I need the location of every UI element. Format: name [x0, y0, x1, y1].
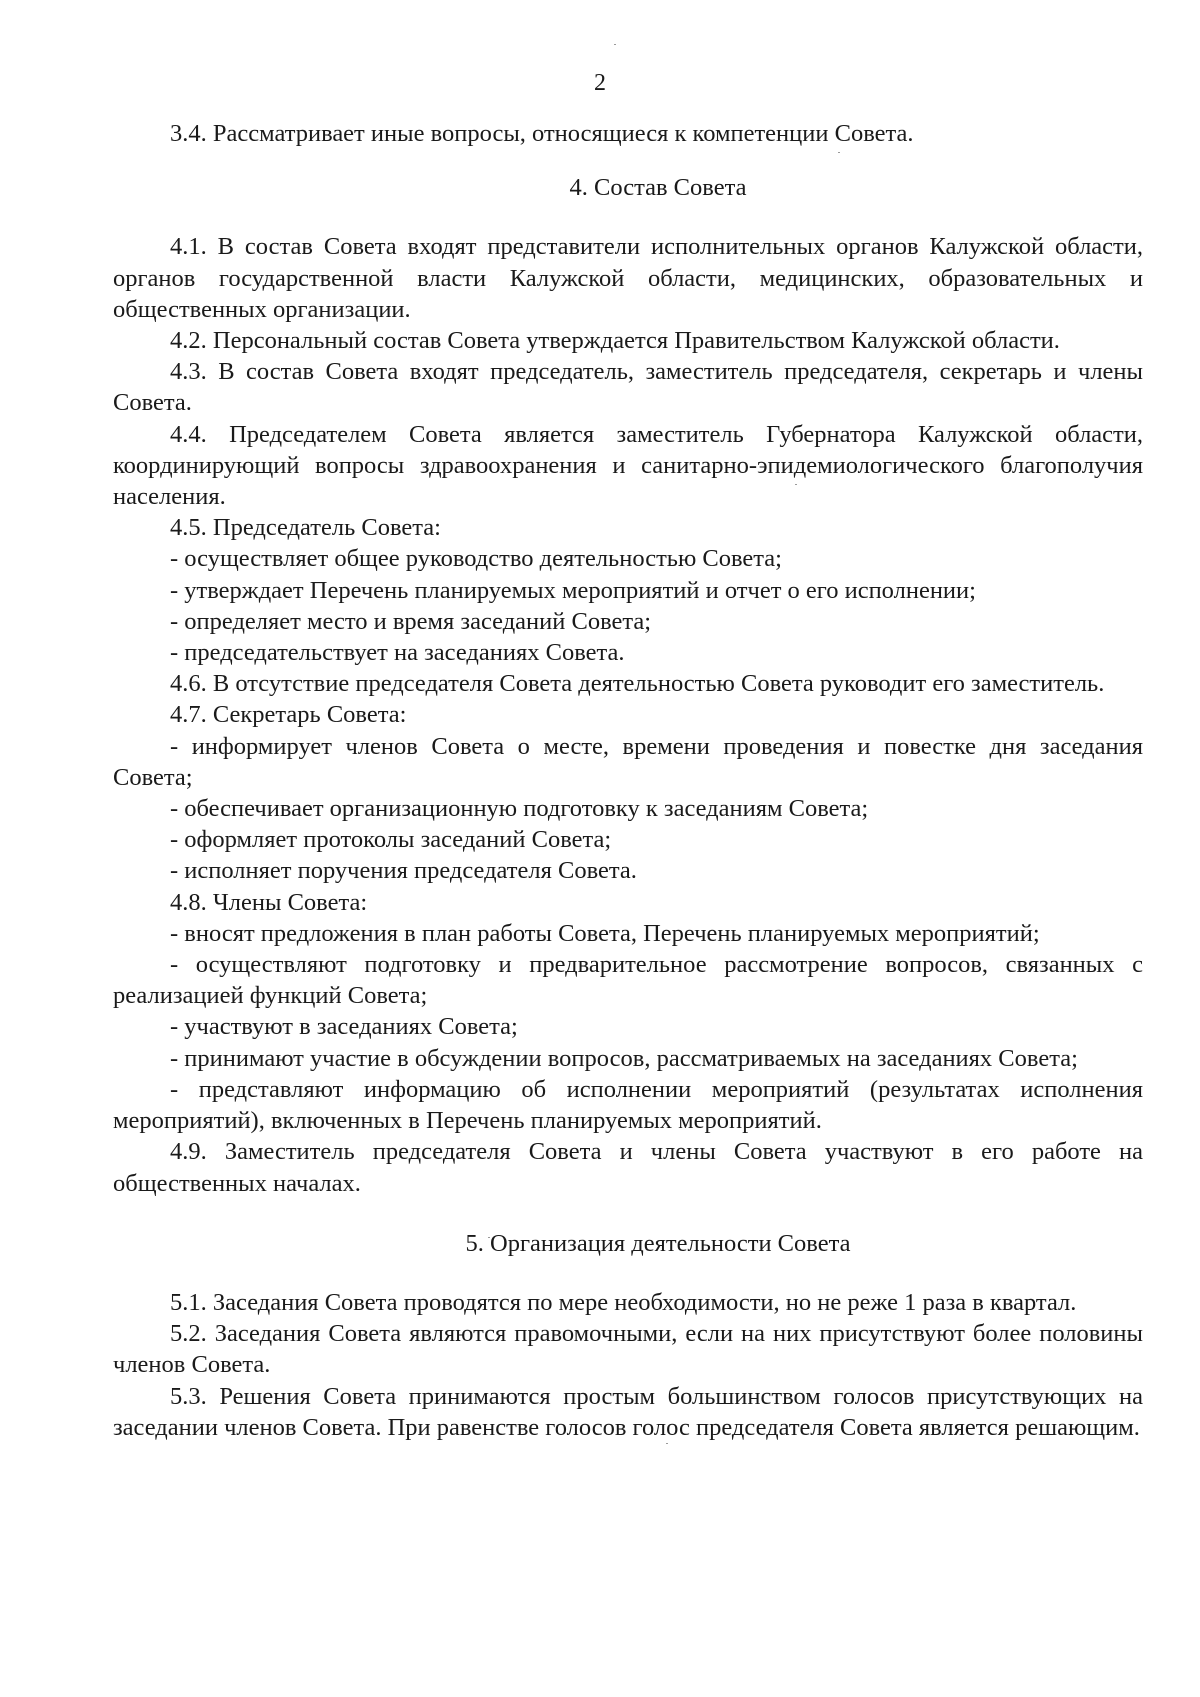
clause-4-5-item: - осуществляет общее руководство деятельностью Совета;: [170, 545, 782, 573]
section-5-heading: 5. Организация деятельности Совета: [465, 1229, 851, 1257]
clause-4-5-item: - председательствует на заседаниях Совета.: [170, 639, 625, 667]
clause-4-6: 4.6. В отсутствие председателя Совета деятельностью Совета руководит его заместитель.: [170, 670, 1105, 698]
clause-5-1: 5.1. Заседания Совета проводятся по мере необходимости, но не реже 1 раза в квартал.: [170, 1288, 1077, 1316]
page-number: 2: [594, 70, 606, 96]
clause-4-9: 4.9. Заместитель председателя Совета и члены Совета участвуют в его работе на общественных началах.: [113, 1138, 1143, 1197]
section-4-heading: 4. Состав Совета: [569, 174, 747, 202]
clause-4-7-item: - исполняет поручения председателя Совета.: [170, 857, 637, 885]
clause-4-7-item: - информирует членов Совета о месте, времени проведения и повестке дня заседания Совета;: [113, 732, 1143, 791]
clause-4-7-item: - оформляет протоколы заседаний Совета;: [170, 826, 612, 854]
clause-4-7: 4.7. Секретарь Совета:: [170, 701, 407, 729]
clause-3-4: 3.4. Рассматривает иные вопросы, относящиеся к компетенции Совета.: [170, 120, 914, 147]
scan-speck: [614, 44, 616, 45]
clause-4-8-item: - принимают участие в обсуждении вопросов, рассматриваемых на заседаниях Совета;: [170, 1044, 1078, 1072]
clause-4-8-item: - осуществляют подготовку и предварительное рассмотрение вопросов, связанных с реализацией функций Совета;: [113, 951, 1143, 1010]
clause-4-5: 4.5. Председатель Совета:: [170, 514, 441, 542]
clause-5-2: 5.2. Заседания Совета являются правомочными, если на них присутствуют более половины членов Совета.: [113, 1320, 1143, 1379]
clause-4-1: 4.1. В состав Совета входят представители исполнительных органов Калужской области, органов государственной власти Калужской области, медицинских, образовательных и общественных организации.: [113, 233, 1143, 323]
scan-speck: [666, 1443, 668, 1444]
clause-4-2: 4.2. Персональный состав Совета утверждается Правительством Калужской области.: [170, 327, 1060, 355]
clause-5-3: 5.3. Решения Совета принимаются простым большинством голосов присутствующих на заседании членов Совета. При равенстве голосов голос председателя Совета является решающим.: [113, 1382, 1143, 1441]
clause-4-4: 4.4. Председателем Совета является заместитель Губернатора Калужской области, координирующий вопросы здравоохранения и санитарно-эпидемиологического благополучия населения.: [113, 420, 1143, 511]
clause-4-7-item: - обеспечивает организационную подготовку к заседаниям Совета;: [170, 795, 869, 823]
document-body: [113, 118, 1143, 1443]
clause-4-8-item: - вносят предложения в план работы Совета, Перечень планируемых мероприятий;: [170, 919, 1040, 947]
clause-4-8-item: - участвуют в заседаниях Совета;: [170, 1013, 518, 1041]
clause-4-8: 4.8. Члены Совета:: [170, 888, 368, 916]
clause-4-5-item: - утверждает Перечень планируемых мероприятий и отчет о его исполнении;: [170, 576, 976, 604]
clause-4-5-item: - определяет место и время заседаний Совета;: [170, 607, 652, 635]
clause-4-8-item: - представляют информацию об исполнении мероприятий (результатах исполнения мероприятий), включенных в Перечень планируемых мероприятий.: [113, 1075, 1143, 1135]
clause-4-3: 4.3. В состав Совета входят председатель, заместитель председателя, секретарь и члены Совета.: [113, 358, 1143, 417]
